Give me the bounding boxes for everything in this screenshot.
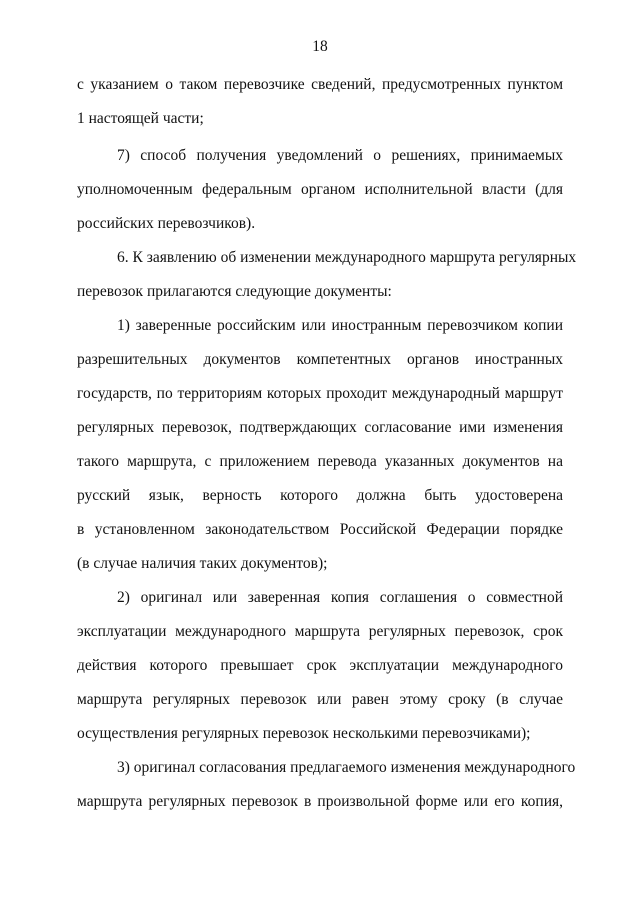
text-line: 3) оригинал согласования предлагаемого изменения международного bbox=[117, 759, 576, 776]
text-line: (в случае наличия таких документов); bbox=[77, 555, 328, 572]
text-line: в установленном законодательством Российской Федерации порядке bbox=[77, 521, 563, 538]
text-line: маршрута регулярных перевозок или равен этому сроку (в случае bbox=[77, 691, 563, 708]
text-line: уполномоченным федеральным органом исполнительной власти (для bbox=[77, 181, 563, 198]
text-line: разрешительных документов компетентных органов иностранных bbox=[77, 351, 563, 368]
text-line: действия которого превышает срок эксплуатации международного bbox=[77, 657, 563, 674]
text-line: маршрута регулярных перевозок в произвольной форме или его копия, bbox=[77, 793, 563, 810]
text-line: 1) заверенные российским или иностранным перевозчиком копии bbox=[117, 317, 563, 334]
text-line: осуществления регулярных перевозок несколькими перевозчиками); bbox=[77, 725, 531, 742]
text-line: 7) способ получения уведомлений о решениях, принимаемых bbox=[117, 147, 563, 164]
text-line: эксплуатации международного маршрута регулярных перевозок, срок bbox=[77, 623, 563, 640]
text-line: 2) оригинал или заверенная копия соглашения о совместной bbox=[117, 589, 563, 606]
text-line: регулярных перевозок, подтверждающих согласование ими изменения bbox=[77, 419, 563, 436]
text-line: перевозок прилагаются следующие документы: bbox=[77, 283, 392, 300]
text-line: 6. К заявлению об изменении международного маршрута регулярных bbox=[117, 249, 577, 266]
text-line: государств, по территориям которых проходит международный маршрут bbox=[77, 385, 563, 402]
text-line: русский язык, верность которого должна быть удостоверена bbox=[77, 487, 563, 504]
text-line: с указанием о таком перевозчике сведений, предусмотренных пунктом bbox=[77, 76, 563, 93]
text-line: такого маршрута, с приложением перевода указанных документов на bbox=[77, 453, 563, 470]
text-line: российских перевозчиков). bbox=[77, 215, 256, 232]
page-number: 18 bbox=[312, 38, 328, 55]
text-line: 1 настоящей части; bbox=[77, 110, 204, 127]
